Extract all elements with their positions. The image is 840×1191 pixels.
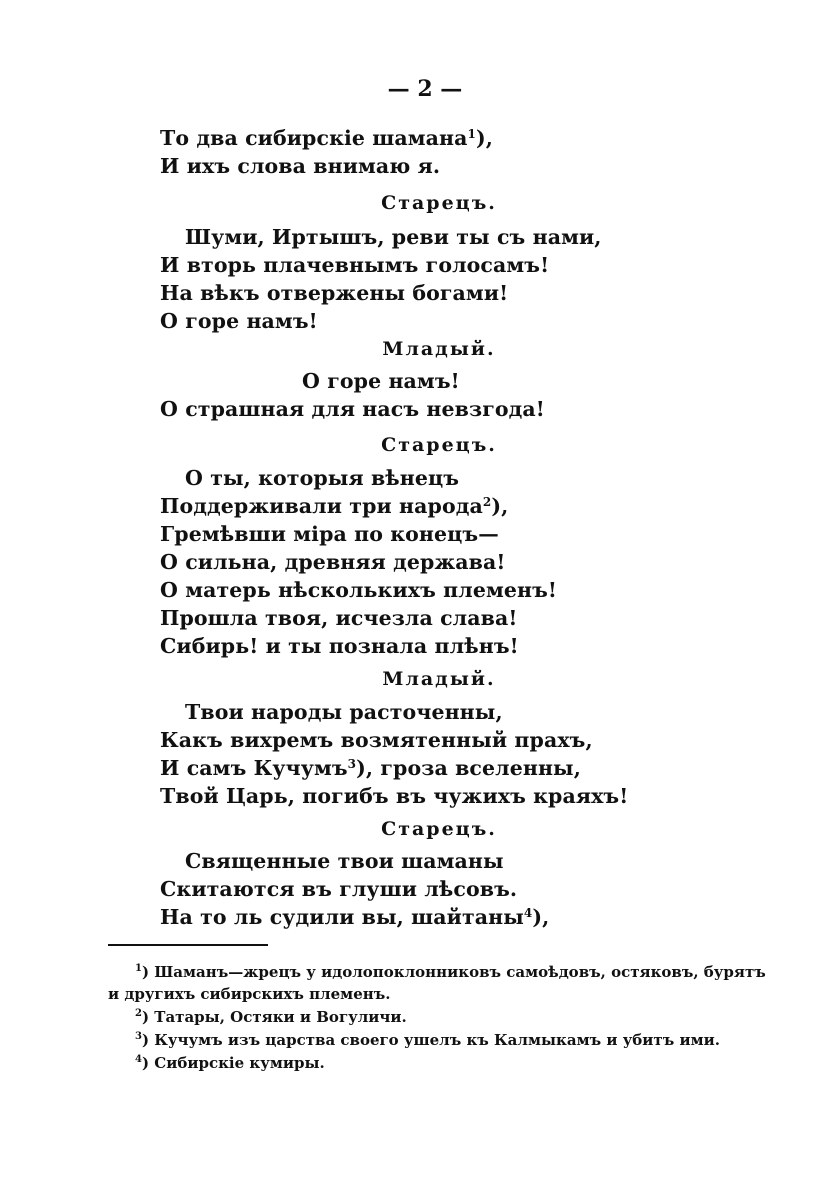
verse-line: О матерь нѣсколькихъ племенъ! <box>160 578 558 602</box>
footnote: $^4$) Сибирскіе кумиры. <box>135 1054 325 1072</box>
speaker-label: Старецъ. <box>381 818 497 840</box>
speaker-label: Младый. <box>382 338 496 360</box>
verse-line: О горе намъ! <box>302 369 460 393</box>
footnote: $^2$) Татары, Остяки и Вогуличи. <box>135 1008 407 1026</box>
verse-line: О горе намъ! <box>160 309 318 333</box>
speaker-label: Младый. <box>382 668 496 690</box>
verse-line: Священные твои шаманы <box>185 849 504 873</box>
footnote: $^1$) Шаманъ—жрецъ у идолопоклонниковъ самоѣдовъ, остяковъ, бурятъ <box>135 963 766 981</box>
footnote-divider <box>108 944 268 946</box>
verse-line: То два сибирскіе шамана$^1$), <box>160 126 494 150</box>
speaker-label: Старецъ. <box>381 192 497 214</box>
speaker-label: Старецъ. <box>381 434 497 456</box>
verse-line: Гремѣвши міра по конецъ— <box>160 522 499 546</box>
verse-line: На вѣкъ отвержены богами! <box>160 281 509 305</box>
verse-line: На то ль судили вы, шайтаны$^4$), <box>160 905 550 929</box>
verse-line: Поддерживали три народа$^2$), <box>160 494 509 518</box>
page-number: — 2 — <box>387 76 463 102</box>
verse-line: Сибирь! и ты познала плѣнъ! <box>160 634 519 658</box>
verse-line: О сильна, древняя держава! <box>160 550 506 574</box>
verse-line: И вторь плачевнымъ голосамъ! <box>160 253 550 277</box>
verse-line: И самъ Кучумъ$^3$), гроза вселенны, <box>160 756 581 780</box>
verse-line: Твои народы расточенны, <box>185 700 503 724</box>
verse-line: Шуми, Иртышъ, реви ты съ нами, <box>185 225 602 249</box>
verse-line: Прошла твоя, исчезла слава! <box>160 606 518 630</box>
footnote: $^3$) Кучумъ изъ царства своего ушелъ къ Калмыкамъ и убитъ ими. <box>135 1031 720 1049</box>
verse-line: О страшная для насъ невзгода! <box>160 397 545 421</box>
verse-line: Какъ вихремъ возмятенный прахъ, <box>160 728 593 752</box>
footnote-continuation: и другихъ сибирскихъ племенъ. <box>108 985 391 1003</box>
verse-line: Твой Царь, погибъ въ чужихъ краяхъ! <box>160 784 629 808</box>
verse-line: И ихъ слова внимаю я. <box>160 154 441 178</box>
verse-line: Скитаются въ глуши лѣсовъ. <box>160 877 518 901</box>
verse-line: О ты, которыя вѣнецъ <box>185 466 460 490</box>
